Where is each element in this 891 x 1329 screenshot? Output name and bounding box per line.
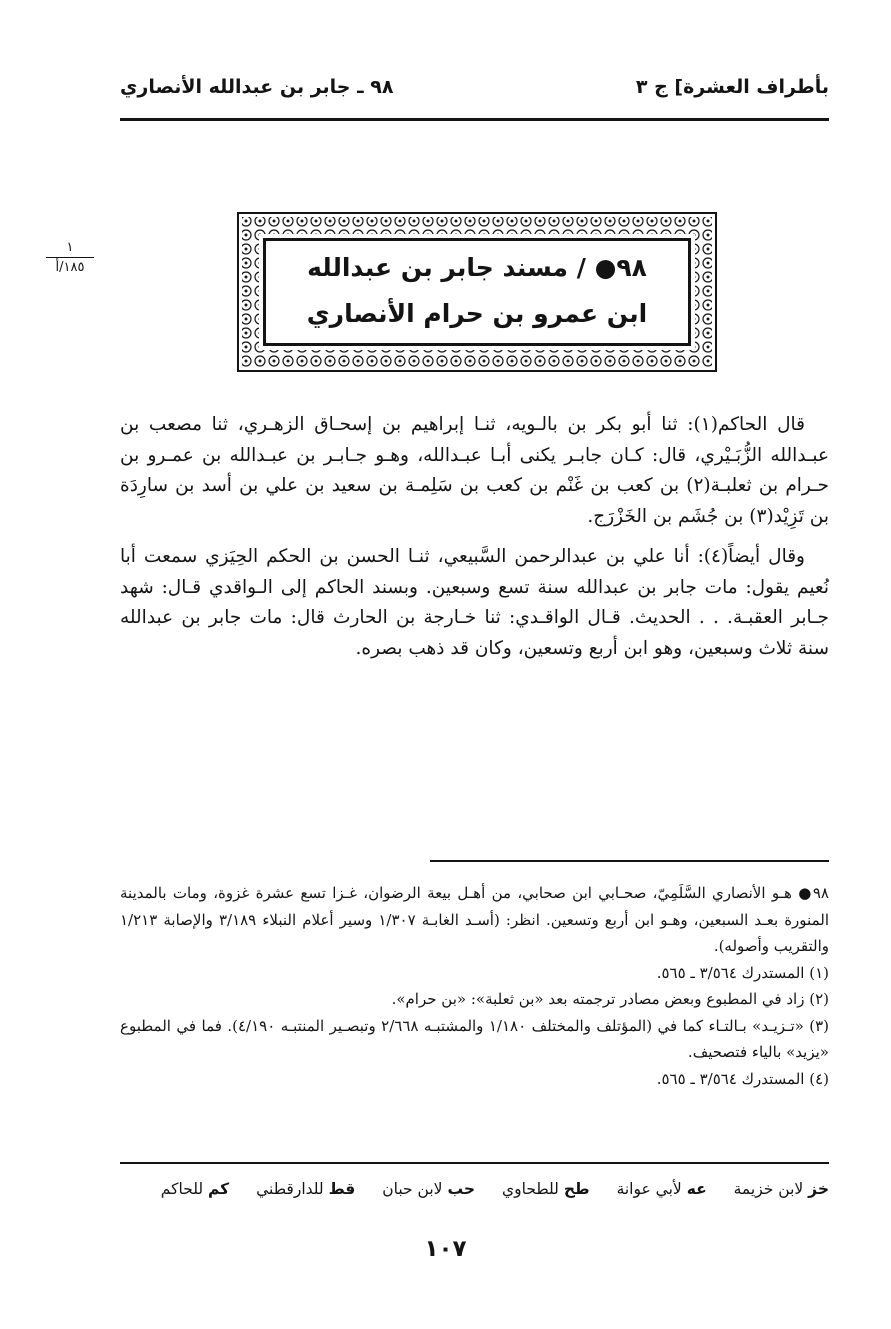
main-text (120, 410, 829, 674)
key-item (617, 1180, 707, 1198)
footnote-main: ٩٨● هـو الأنصاري السَّلَمِيّ، صحـابي ابن صحابي، من أهـل بيعة الرضوان، غـزا تسع عشرة غزوة، ومات بالمدينة المنورة بعـد السبعين، وهـو ابن أربع وتسعين. انظر: (أسـد الغابـة ١/٣٠٧ وسير أعلام النبلاء ٣/١٨٩ والإصابة ١/٢١٣ والتقريب وأصوله). (120, 884, 829, 955)
key-label: للطحاوي (501, 1180, 559, 1198)
header-volume: بأطراف العشرة] ج ٣ (635, 76, 829, 98)
margin-note-rule (46, 257, 94, 258)
paragraph: قال الحاكم(١): ثنا أبو بكر بن بالـويه، ثنـا إبراهيم بن إسحـاق الزهـري، ثنا مصعب بن عبـدالله الزُّبَـيْري، قال: كـان جابـر يكنى أبـا عبـدالله، وهـو جـابـر بن عبـدالله بن عمـرو بن حـرام بن ثعلبـة(٢) بن كعب بن غَنْم بن كعب بن سَلِمـة بن سعيد بن علي بن أسد بن سارِدَة بن تَزِيْد(٣) بن جُشَم بن الخَزْرَج. (120, 414, 829, 527)
key-code: قط (328, 1180, 356, 1198)
key-label: للحاكم (160, 1180, 204, 1198)
key-code: كم (208, 1180, 230, 1198)
title-ornamental-frame (237, 212, 717, 372)
abbreviation-key (100, 1180, 829, 1198)
key-code: حب (447, 1180, 476, 1198)
margin-note (40, 240, 100, 275)
key-code: عه (686, 1180, 707, 1198)
footnotes (120, 880, 829, 1092)
key-label: لأبي عوانة (616, 1180, 682, 1198)
footnote: (٣) «تـزيـد» بـالتـاء كما في (المؤتلف والمختلف ١/١٨٠ والمشتبـه ٢/٦٦٨ وتبصـير المنتبـه ٤/١٩٠). فما في المطبوع «يزيد» بالياء فتصحيف. (120, 1016, 830, 1061)
section-title-line1: ٩٨● / مسند جابر بن عبدالله (307, 253, 647, 282)
key-item (382, 1180, 475, 1198)
key-label: لابن حبان (382, 1180, 443, 1198)
key-code: خز (808, 1180, 829, 1198)
header-rule (120, 118, 829, 121)
running-header (120, 72, 829, 112)
section-title-line2: ابن عمرو بن حرام الأنصاري (306, 299, 648, 328)
key-rule (120, 1162, 829, 1164)
header-chapter: ٩٨ ـ جابر بن عبدالله الأنصاري (120, 76, 394, 98)
key-item (502, 1180, 590, 1198)
paragraph: وقال أيضاً(٤): أنا علي بن عبدالرحمن السَّبيعي، ثنـا الحسن بن الحكم الحِيَزي سمعت أبا نُعيم يقول: مات جابر بن عبدالله سنة تسع وسبعين. وبسند الحاكم إلى الـواقدي قـال: شهد جـابر العقبـة. . . الحديث. قـال الواقـدي: ثنا خـارجة بن الحارث قال: مات جابر بن عبدالله سنة ثلاث وسبعين، وهو ابن أربع وتسعين، وكان قد ذهب بصره. (120, 546, 829, 659)
key-item (734, 1180, 829, 1198)
footnote: (٢) زاد في المطبوع وبعض مصادر ترجمته بعد «بن ثعلبة»: «بن حرام». (391, 990, 829, 1008)
margin-note-top: ١ (66, 240, 74, 255)
key-code: طح (563, 1180, 590, 1198)
key-item (161, 1180, 229, 1198)
page-number: ١٠٧ (424, 1236, 467, 1262)
footnote: (١) المستدرك ٣/٥٦٤ ـ ٥٦٥. (656, 963, 829, 982)
footnote-rule (430, 860, 829, 862)
footnote: (٤) المستدرك ٣/٥٦٤ ـ ٥٦٥. (656, 1069, 829, 1088)
margin-note-bottom: ١٨٥/أ (55, 260, 85, 275)
title-box (263, 238, 691, 346)
key-item (256, 1180, 355, 1198)
key-label: لابن خزيمة (733, 1180, 804, 1198)
key-label: للدارقطني (256, 1180, 324, 1198)
